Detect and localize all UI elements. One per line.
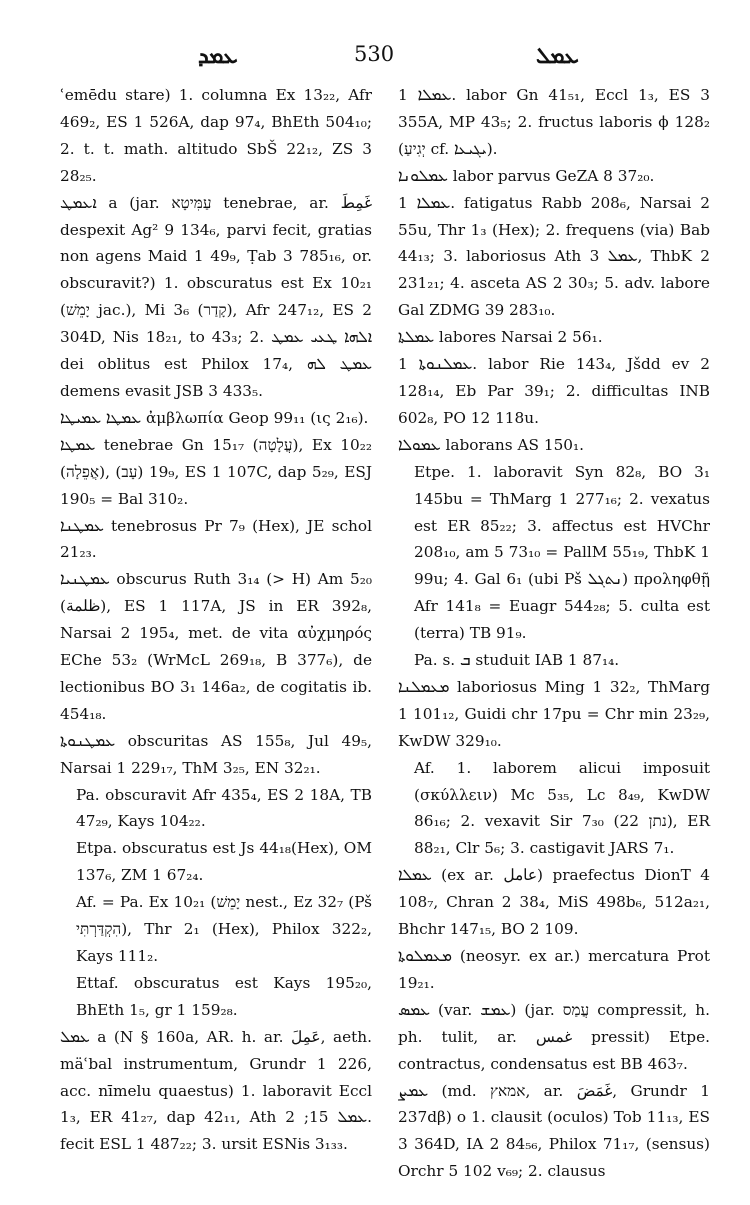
lexicon-entry: ܥܡܛܢܘܬܐ obscuritas AS 155₈, Jul 49₅, Narsai 1 229₁₇, ThM 3₂₅, EN 32₂₁. (60, 731, 372, 777)
page-header (0, 40, 750, 70)
lexicon-entry: ܥܡܣ (var. ܥܡܫ) (jar. עֲמַס compressit, h. ph. tulit, ar. غمس pressit) Etpe. contractus, condensatus est BB 463₇. (398, 1000, 710, 1073)
lexicon-entry: ʿemēdu stare) 1. columna Ex 13₂₂, Afr 469₂, ES 1 526A, dap 97₄, BhEth 504₁₀; 2. t. t. math. altitudo SbŠ 22₁₂, ZS 3 28₂₅. (60, 86, 372, 185)
lexicon-entry: ܥܡܠ a (N § 160a, AR. h. ar. عَمِلَ, aeth. mäʿbal instrumentum, Grundr 1 226, acc. nīmelu quaestus) 1. laboravit Eccl 1₃, ER 41₂₇, dap 42₁₁, Ath ܥܡܠ 15; 2. fecit ESL 1 487₂₂; 3. ursit ESNis 3₁₃₃. (60, 1027, 372, 1154)
page-number: 530 (354, 42, 395, 66)
lexicon-entry: ܥܡܨ (md. אמאץ, ar. غَمَضَ, Grundr 1 237dβ) o 1. clausit (oculos) Tob 11₁₃, ES 3 364D, IA 2 84₅₆, Philox 71₁₇, (sensus) Orchr 5 102 v₆₉; 2. clausus (398, 1081, 710, 1181)
lexicon-subentry: Pa. s. ܒ studuit IAB 1 87₁₄. (414, 651, 620, 670)
lexicon-entry: ܡܥܡܠܘܬܐ (neosyr. ex ar.) mercatura Prot 19₂₁. (398, 947, 710, 992)
right-column (398, 82, 710, 1185)
lexicon-entry: ܥܡܛܢܝܐ obscurus Ruth 3₁₄ (> H) Am 5₂₀ (ظلمة), ES 1 117A, JS in ER 392₈, Narsai 2 195₄, met. de vita αὐχμηρός EChe 53₂ (WrMcL 269₁₈, B 377₆), de lectionibus BO 3₁ 146a₂, de cogitatis ib. 454₁₈. (60, 570, 372, 723)
header-left-word: ܥܡܕ (198, 44, 238, 69)
lexicon-entry: ܥܡܠܢܘܬܐ 1. labor Rie 143₄, Jšdd ev 2 128₁₄, Eb Par 39₁; 2. difficultas INB 602₈, PO 12 118u. (398, 355, 710, 427)
lexicon-subentry: Etpa. obscuratus est Js 44₁₈(Hex), OM 137₆, ZM 1 67₂₄. (76, 839, 372, 885)
lexicon-subentry: Etpe. 1. laboravit Syn 82₈, BO 3₁ 145bu = ThMarg 1 277₁₆; 2. vexatus est ER 85₂₂; 3. affectus est HVChr 208₁₀, am 5 73₁₀ = PallM 55₁₉, ThbK 1 99u; 4. Gal 6₁ (ubi Pš ܢܬܓܠ) προληφθῇ Afr 141₈ = Euagr 544₂₈; 5. culta est (terra) TB 91₉. (414, 462, 710, 643)
lexicon-entry: ܥܡܠܐ 1. fatigatus Rabb 208₆, Narsai 2 55u, Thr 1₃ (Hex); 2. frequens (via) Bab 44₁₃; 3. laboriosus Ath ܥܡܠ 3, ThbK 2 231₂₁; 4. asceta AS 2 30₃; 5. adv. labore Gal ZDMG 39 283₁₀. (398, 193, 710, 320)
lexicon-entry: ܥܡܛܐ ܥܡܝܛܐ ἀμβλωπία Geop 99₁₁ (ις 2₁₆). (60, 408, 369, 427)
lexicon-entry: ܥܡܛܐ tenebrae Gn 15₁₇ (עֲלָטָה), Ex 10₂₂ (אֲפֵלָה), 19₉ (עָב), ES 1 107C, dap 5₂₉, ESJ 190₅ = Bal 310₂. (60, 435, 373, 508)
header-right-word: ܥܡܠ (536, 44, 579, 69)
lexicon-entry: ܥܡܠܐ (ex ar. عامل) praefectus DionT 4 108₇, Chran 2 38₄, MiS 498b₆, 512a₂₁, Bhchr 147₁₅, BO 2 109. (398, 866, 710, 939)
lexicon-subentry: Af. = Pa. Ex 10₂₁ (יָמֵשׁ nest., Ez 32₇ (Pš הִקְדַּרְתִּי), Thr 2₁ (Hex), Philox 322₂, Kays 111₂. (76, 893, 372, 965)
lexicon-entry: ܥܡܠܘܢܐ labor parvus GeZA 8 37₂₀. (398, 166, 655, 185)
lexicon-entry: ܐܥܡܛ a (jar. עַמִּיטָא tenebrae, ar. غَمِطَ despexit Ag² 9 134₆, parvi fecit, gratias non agens Maid 1 49₉, Ṭab 3 785₁₆, or. obscuravit?) 1. obscuratus est Ex 10₂₁ (יָמֵשׁ jac.), Mi 3₆ (קָדַר), Afr 247₁₂, ES 2 304D, Nis 18₂₁, to 43₃; 2. ܐܠܗܐ ܛܥܝ ܥܡܛ dei oblitus est Philox 17₄, ܥܡܛ ܠܗ demens evasit JSB 3 433₅. (60, 193, 372, 400)
lexicon-entry: ܥܡܘܠܐ laborans AS 150₁. (398, 435, 585, 454)
column-divider (385, 82, 386, 1142)
lexicon-entry: ܥܡܠܐ 1. labor Gn 41₅₁, Eccl 1₃, ES 3 355A, MP 43₅; 2. fructus laboris ϕ 128₂ (יְגִיעַ cf. ܝܓܝܥܐ). (398, 86, 710, 158)
lexicon-subentry: Pa. obscuravit Afr 435₄, ES 2 18A, TB 47₂₉, Kays 104₂₂. (76, 785, 372, 831)
left-column (60, 82, 372, 1158)
lexicon-subentry: Af. 1. laborem alicui imposuit (σκύλλειν) Mc 5₃₅, Lc 8₄₉, KwDW 86₁₆; 2. vexavit Sir 7₃₀ (נתן 22), ER 88₂₁, Clr 5₆; 3. castigavit JARS 7₁. (414, 758, 710, 858)
lexicon-entry: ܥܡܛܢܐ tenebrosus Pr 7₉ (Hex), JE schol 21₂₃. (60, 516, 372, 562)
lexicon-subentry: Ettaf. obscuratus est Kays 195₂₀, BhEth 1₅, gr 1 159₂₈. (76, 973, 372, 1019)
lexicon-entry: ܥܡܠܬܐ labores Narsai 2 56₁. (398, 328, 603, 347)
lexicon-entry: ܡܥܡܠܢܐ laboriosus Ming 1 32₂, ThMarg 1 101₁₂, Guidi chr 17pu = Chr min 23₂₉, KwDW 329₁₀. (398, 677, 710, 750)
